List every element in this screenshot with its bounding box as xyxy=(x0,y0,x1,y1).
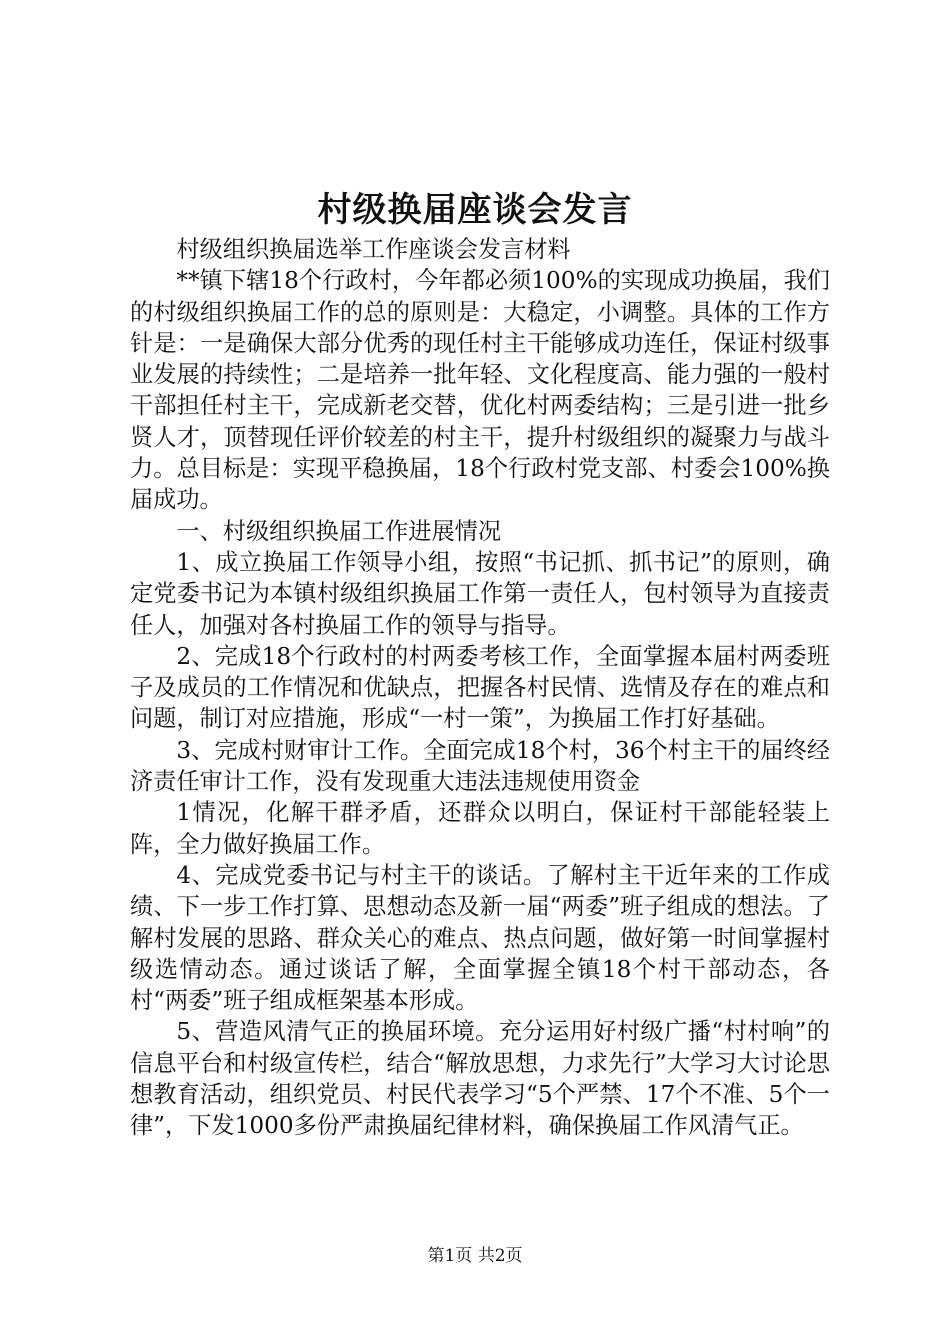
paragraph-item-3-continued: 1情况，化解干群矛盾，还群众以明白，保证村干部能轻装上阵，全力做好换届工作。 xyxy=(130,799,830,858)
paragraph-item-5: 5、营造风清气正的换届环境。充分运用好村级广播“村村响”的信息平台和村级宣传栏，结合“解放思想，力求先行”大学习大讨论思想教育活动，组织党员、村民代表学习“5个严禁、17个不准、5个一律”，下发1000多份严肃换届纪律材料，确保换届工作风清气正。 xyxy=(130,1018,830,1140)
section-heading: 一、村级组织换届工作进展情况 xyxy=(176,517,502,545)
page-title: 村级换届座谈会发言 xyxy=(317,190,633,230)
document-body xyxy=(130,234,830,1142)
page-footer: 第1页 共2页 xyxy=(427,1246,523,1266)
paragraph-item-2: 2、完成18个行政村的村两委考核工作，全面掌握本届村两委班子及成员的工作情况和优缺点，把握各村民情、选情及存在的难点和问题，制订对应措施，形成“一村一策”，为换届工作打好基础。 xyxy=(130,642,830,733)
paragraph-overview: **镇下辖18个行政村，今年都必须100%的实现成功换届，我们的村级组织换届工作的总的原则是：大稳定，小调整。具体的工作方针是：一是确保大部分优秀的现任村主干能够成功连任，保证村级事业发展的持续性；二是培养一批年轻、文化程度高、能力强的一般村干部担任村主干，完成新老交替，优化村两委结构；三是引进一批乡贤人才，顶替现任评价较差的村主干，提升村级组织的凝聚力与战斗力。总目标是：实现平稳换届，18个行政村党支部、村委会100%换届成功。 xyxy=(130,267,830,514)
paragraph-item-3: 3、完成村财审计工作。全面完成18个村，36个村主干的届终经济责任审计工作，没有发现重大违法违规使用资金 xyxy=(130,736,830,796)
paragraph-subtitle: 村级组织换届选举工作座谈会发言材料 xyxy=(176,236,571,263)
paragraph-item-1: 1、成立换届工作领导小组，按照“书记抓、抓书记”的原则，确定党委书记为本镇村级组织换届工作第一责任人，包村领导为直接责任人，加强对各村换届工作的领导与指导。 xyxy=(130,548,830,639)
paragraph-item-4: 4、完成党委书记与村主干的谈话。了解村主干近年来的工作成绩、下一步工作打算、思想动态及新一届“两委”班子组成的想法。了解村发展的思路、群众关心的难点、热点问题，做好第一时间掌握村级选情动态。通过谈话了解，全面掌握全镇18个村干部动态，各村“两委”班子组成框架基本形成。 xyxy=(130,861,830,1015)
